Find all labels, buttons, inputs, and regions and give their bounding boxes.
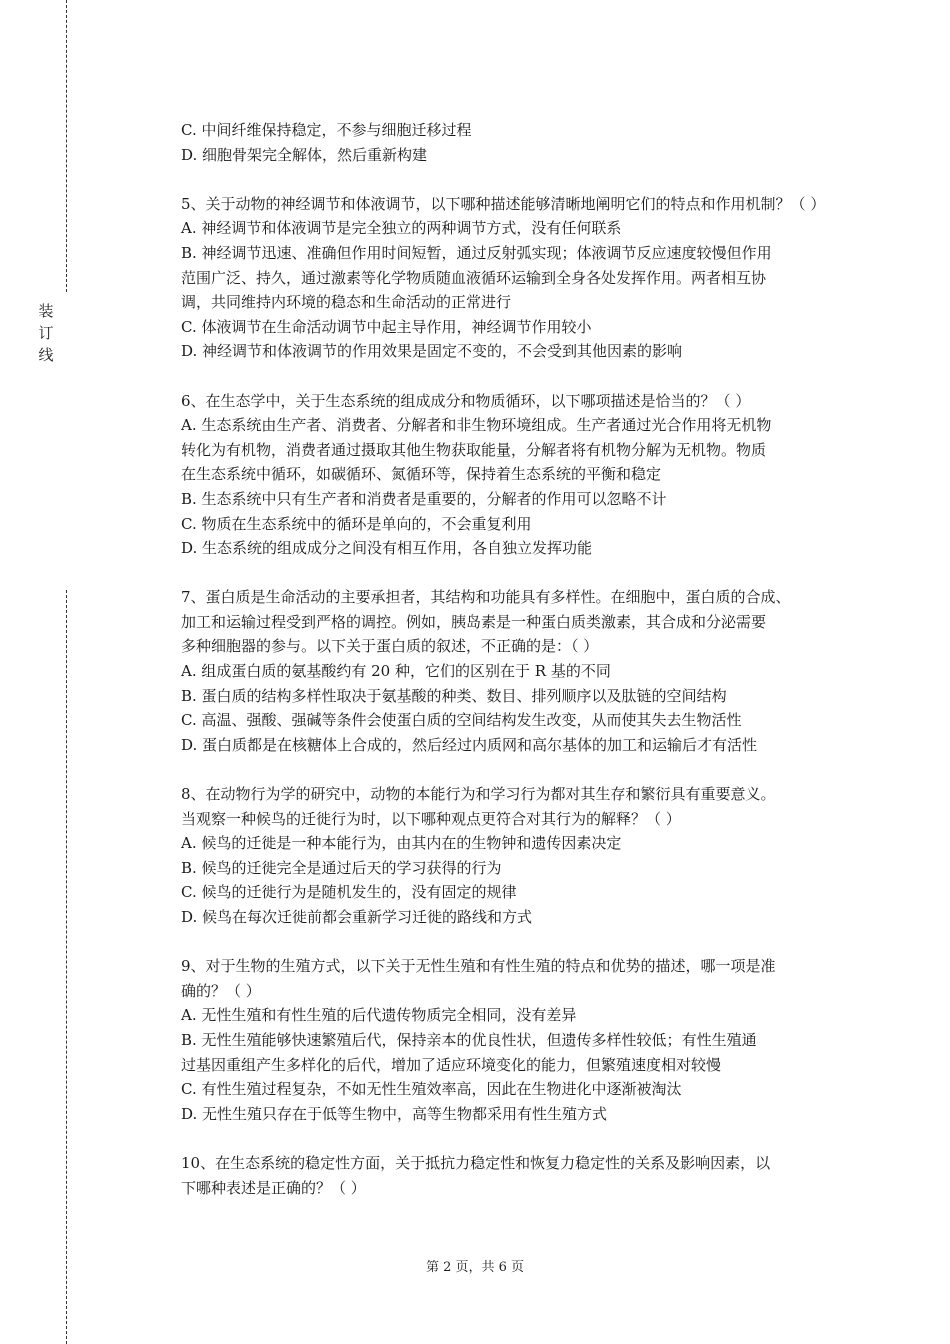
question-stem: 7、蛋白质是生命活动的主要承担者，其结构和功能具有多样性。在细胞中，蛋白质的合成、: [181, 588, 791, 607]
binding-char: 订: [38, 324, 54, 342]
option-b: B. 无性生殖能够快速繁殖后代，保持亲本的优良性状，但遗传多样性较低；有性生殖通: [181, 1030, 757, 1049]
option-line: C. 中间纤维保持稳定，不参与细胞迁移过程: [181, 121, 472, 139]
option-d: D. 生态系统的组成成分之间没有相互作用，各自独立发挥功能: [181, 539, 593, 558]
option-c: C. 体液调节在生命活动调节中起主导作用，神经调节作用较小: [181, 317, 592, 336]
option-b: B. 蛋白质的结构多样性取决于氨基酸的种类、数目、排列顺序以及肽链的空间结构: [181, 686, 727, 705]
option-b-cont: 过基因重组产生多样化的后代，增加了适应环境变化的能力，但繁殖速度相对较慢: [181, 1055, 722, 1074]
question-stem-cont: 加工和运输过程受到严格的调控。例如，胰岛素是一种蛋白质类激素，其合成和分泌需要: [181, 612, 767, 631]
option-b: B. 生态系统中只有生产者和消费者是重要的，分解者的作用可以忽略不计: [181, 489, 667, 508]
option-a: A. 无性生殖和有性生殖的后代遗传物质完全相同，没有差异: [181, 1006, 577, 1025]
option-c: C. 物质在生态系统中的循环是单向的，不会重复利用: [181, 514, 532, 533]
option-a-cont: 转化为有机物，消费者通过摄取其他生物获取能量，分解者将有机物分解为无机物。物质: [181, 440, 767, 459]
binding-char: 装: [38, 302, 54, 320]
question-9: [181, 954, 856, 1126]
question-stem: 5、关于动物的神经调节和体液调节，以下哪种描述能够清晰地阐明它们的特点和作用机制？（ ）: [181, 194, 826, 213]
option-a: A. 生态系统由生产者、消费者、分解者和非生物环境组成。生产者通过光合作用将无机物: [181, 416, 772, 435]
option-a: A. 神经调节和体液调节是完全独立的两种调节方式，没有任何联系: [181, 219, 622, 238]
question-stem: 10、在生态系统的稳定性方面，关于抵抗力稳定性和恢复力稳定性的关系及影响因素，以: [181, 1153, 771, 1172]
binding-label: [36, 300, 56, 366]
option-b: B. 神经调节迅速、准确但作用时间短暂，通过反射弧实现；体液调节反应速度较慢但作用: [181, 243, 772, 262]
question-content: [181, 118, 856, 1200]
option-c: C. 候鸟的迁徙行为是随机发生的，没有固定的规律: [181, 883, 517, 902]
option-d: D. 蛋白质都是在核糖体上合成的，然后经过内质网和高尔基体的加工和运输后才有活性: [181, 735, 758, 754]
option-line: D. 细胞骨架完全解体，然后重新构建: [181, 145, 428, 164]
option-d: D. 无性生殖只存在于低等生物中，高等生物都采用有性生殖方式: [181, 1104, 608, 1123]
binding-char: 线: [38, 346, 54, 364]
option-b: B. 候鸟的迁徙完全是通过后天的学习获得的行为: [181, 858, 502, 877]
question-stem-cont: 确的？（ ）: [181, 981, 261, 1000]
page-footer: 第 2 页，共 6 页: [425, 1260, 525, 1275]
option-a-cont: 在生态系统中循环，如碳循环、氮循环等，保持着生态系统的平衡和稳定: [181, 465, 662, 484]
option-b-cont: 范围广泛、持久，通过激素等化学物质随血液循环运输到全身各处发挥作用。两者相互协: [181, 268, 767, 287]
previous-question-options: [181, 118, 856, 167]
option-c: C. 有性生殖过程复杂，不如无性生殖效率高，因此在生物进化中逐渐被淘汰: [181, 1080, 682, 1099]
option-c: C. 高温、强酸、强碱等条件会使蛋白质的空间结构发生改变，从而使其失去生物活性: [181, 711, 742, 730]
question-stem: 9、对于生物的生殖方式，以下关于无性生殖和有性生殖的特点和优势的描述，哪一项是准: [181, 957, 776, 976]
option-d: D. 候鸟在每次迁徙前都会重新学习迁徙的路线和方式: [181, 908, 533, 926]
question-stem-cont: 下哪种表述是正确的？（ ）: [181, 1178, 366, 1197]
binding-dashed-line-bottom: [66, 590, 67, 1344]
question-stem: 6、在生态学中，关于生态系统的组成成分和物质循环，以下哪项描述是恰当的？（ ）: [181, 391, 751, 410]
question-5: [181, 192, 856, 364]
option-a: A. 候鸟的迁徙是一种本能行为，由其内在的生物钟和遗传因素决定: [181, 834, 622, 853]
question-10: [181, 1151, 856, 1200]
option-d: D. 神经调节和体液调节的作用效果是固定不变的，不会受到其他因素的影响: [181, 342, 683, 361]
question-stem: 8、在动物行为学的研究中，动物的本能行为和学习行为都对其生存和繁衍具有重要意义。: [181, 785, 776, 804]
question-7: [181, 585, 856, 757]
question-stem-cont: 当观察一种候鸟的迁徙行为时，以下哪种观点更符合对其行为的解释？（ ）: [181, 809, 681, 828]
question-stem-cont: 多种细胞器的参与。以下关于蛋白质的叙述，不正确的是：（ ）: [181, 637, 599, 656]
question-8: [181, 782, 856, 930]
binding-dashed-line-top: [66, 0, 67, 292]
option-b-cont: 调，共同维持内环境的稳态和生命活动的正常进行: [181, 293, 512, 312]
question-6: [181, 389, 856, 561]
option-a: A. 组成蛋白质的氨基酸约有 20 种，它们的区别在于 R 基的不同: [181, 662, 611, 681]
